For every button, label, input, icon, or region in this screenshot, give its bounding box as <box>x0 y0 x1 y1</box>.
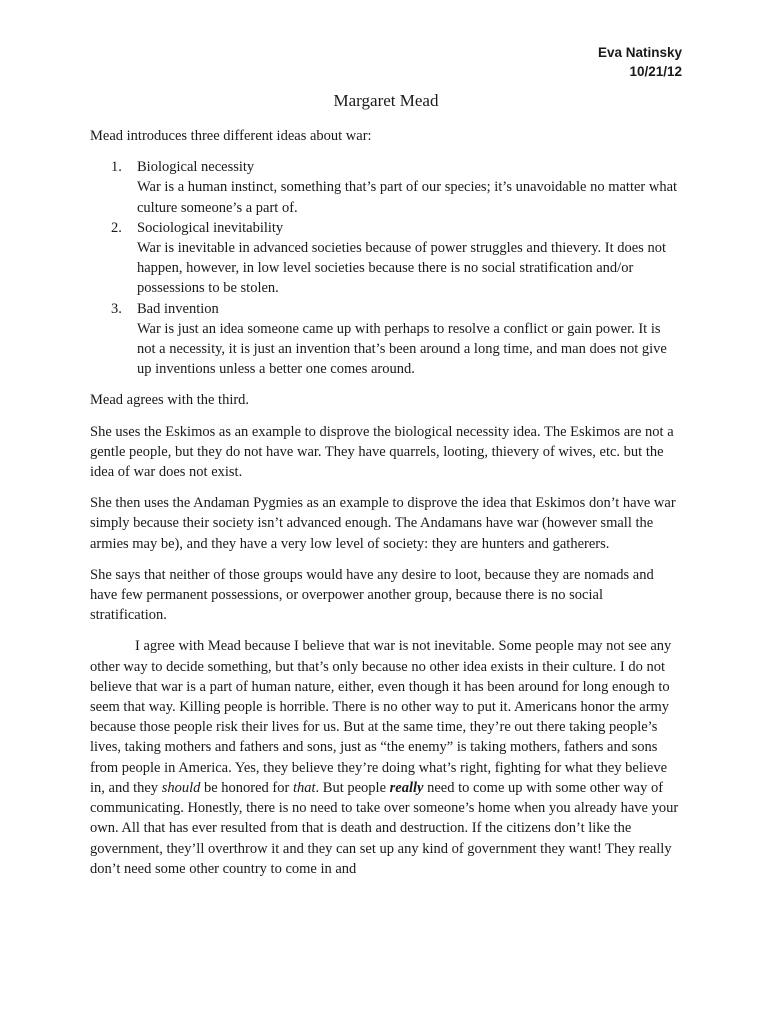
list-item-text: War is just an idea someone came up with perhaps to resolve a conflict or gain power. It is not a necessity, it is just an invention that’s been around a long time, and man does not give up inventions unless a better one comes around. <box>137 320 667 378</box>
list-item <box>90 218 682 299</box>
list-number: 2. <box>111 219 122 236</box>
list-item-heading: Bad invention <box>137 300 219 317</box>
author-name: Eva Natinsky <box>597 45 682 60</box>
list-number: 1. <box>111 159 122 176</box>
document-title: Margaret Mead <box>333 91 439 110</box>
opinion-text-1: I agree with Mead because I believe that war is not inevitable. Some people may not see any other way to decide something, but that’s only because no other idea exists in their culture. I do not believe that war is a part of human nature, either, even though it has been around for long enough to seem that way. Killing people is horrible. There is no other way to put it. Americans honor the army because those people risk their lives for us. But at the same time, they’re out there taking people’s lives, taking mothers and fathers and sons, just as “the enemy” is taking mothers, fathers and sons from people in America. Yes, they believe they’re doing what’s right, fighting for what they believe in, and they <box>90 638 672 796</box>
list-item-text: War is inevitable in advanced societies because of power struggles and thievery. It does not happen, however, in low level societies because there is no social stratification and/or possessions to be stolen. <box>137 240 666 297</box>
emphasis-that: that <box>292 779 316 796</box>
opinion-text-4: need to come up with some other way of communicating. Honestly, there is no need to take over someone’s home when you already have your own. All that has ever resulted from that is death and destruction. If the citizens don’t like the government, they’ll overthrow it and they can set up any kind of government they want! They really don’t need some other country to come in and <box>90 779 679 877</box>
emphasis-really: really <box>389 779 424 796</box>
emphasis-should: should <box>161 779 201 796</box>
document-date: 10/21/12 <box>629 64 682 79</box>
list-number: 3. <box>111 300 122 317</box>
list-item-heading: Biological necessity <box>137 159 255 176</box>
opinion-text-2: be honored for <box>200 779 293 796</box>
opinion-paragraph <box>90 636 682 878</box>
header <box>598 43 682 81</box>
document-body <box>90 126 682 890</box>
eskimos-paragraph: She uses the Eskimos as an example to disprove the biological necessity idea. The Eskimos are not a gentle people, but they do not have war. They have quarrels, looting, thievery of wives, etc. but the idea of war does not exist. <box>90 423 674 481</box>
list-item-text: War is a human instinct, something that’s part of our species; it’s unavoidable no matter what culture someone’s a part of. <box>137 179 678 216</box>
intro-paragraph: Mead introduces three different ideas about war: <box>90 128 372 144</box>
list-item-heading: Sociological inevitability <box>137 219 284 236</box>
groups-paragraph: She says that neither of those groups would have any desire to loot, because they are nomads and have few permanent possessions, or overpower another group, because there is no social stratification. <box>90 566 654 624</box>
list-item <box>90 299 682 380</box>
opinion-text-3: . But people <box>315 779 390 796</box>
list-item <box>90 157 682 218</box>
andaman-paragraph: She then uses the Andaman Pygmies as an example to disprove the idea that Eskimos don’t have war simply because their society isn’t advanced enough. The Andamans have war (however small the armies may be), and they have a very low level of society: they are hunters and gatherers. <box>90 495 676 552</box>
ideas-list <box>90 157 682 379</box>
agrees-paragraph: Mead agrees with the third. <box>90 392 250 409</box>
document-page <box>90 0 682 1024</box>
